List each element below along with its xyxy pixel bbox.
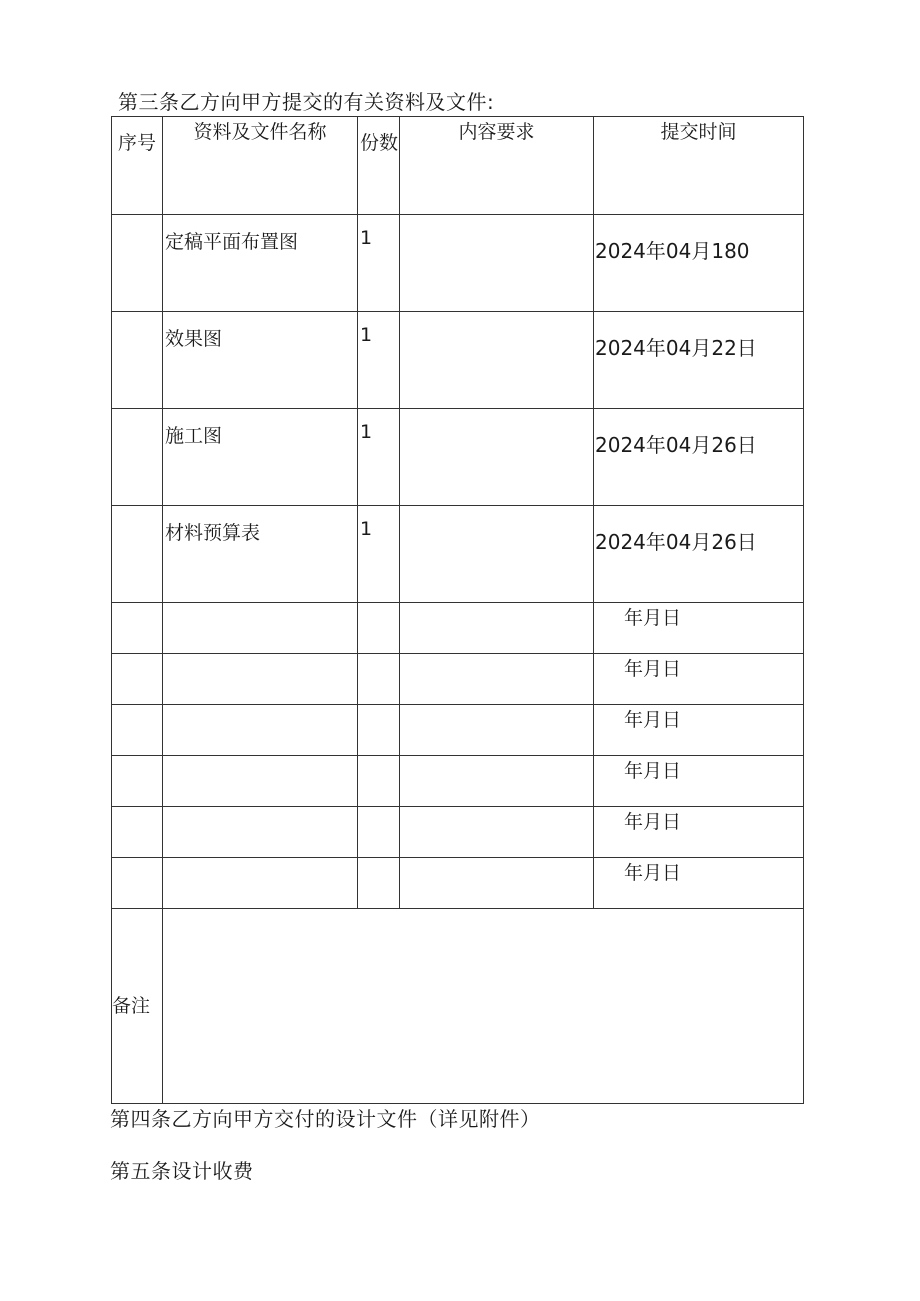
cell-requirements bbox=[400, 312, 594, 409]
table-row bbox=[112, 506, 804, 603]
cell-requirements bbox=[400, 807, 594, 858]
cell-seq bbox=[112, 756, 163, 807]
cell-seq bbox=[112, 409, 163, 506]
cell-copies bbox=[358, 603, 400, 654]
cell-requirements bbox=[400, 756, 594, 807]
cell-name: 定稿平面布置图 bbox=[163, 215, 358, 312]
cell-name bbox=[163, 705, 358, 756]
cell-name bbox=[163, 756, 358, 807]
cell-copies: 1 bbox=[358, 506, 400, 603]
table-row bbox=[112, 705, 804, 756]
header-copies: 份数 bbox=[358, 117, 400, 215]
cell-submit-time: 年月日 bbox=[594, 654, 804, 705]
cell-copies: 1 bbox=[358, 215, 400, 312]
table-row bbox=[112, 603, 804, 654]
cell-seq bbox=[112, 807, 163, 858]
remarks-row bbox=[112, 909, 804, 1104]
table-row bbox=[112, 807, 804, 858]
cell-copies: 1 bbox=[358, 312, 400, 409]
table-row bbox=[112, 409, 804, 506]
header-submit-time: 提交时间 bbox=[594, 117, 804, 215]
cell-seq bbox=[112, 858, 163, 909]
cell-requirements bbox=[400, 409, 594, 506]
cell-copies bbox=[358, 807, 400, 858]
cell-submit-time: 年月日 bbox=[594, 858, 804, 909]
cell-copies: 1 bbox=[358, 409, 400, 506]
cell-submit-time: 2024年04月26日 bbox=[594, 506, 804, 603]
header-seq: 序号 bbox=[112, 117, 163, 215]
cell-name: 施工图 bbox=[163, 409, 358, 506]
cell-copies bbox=[358, 654, 400, 705]
cell-name: 效果图 bbox=[163, 312, 358, 409]
cell-name bbox=[163, 603, 358, 654]
cell-name bbox=[163, 858, 358, 909]
article-4-heading: 第四条乙方向甲方交付的设计文件（详见附件） bbox=[110, 1107, 541, 1131]
table-row bbox=[112, 215, 804, 312]
cell-name bbox=[163, 654, 358, 705]
cell-submit-time: 2024年04月180 bbox=[594, 215, 804, 312]
cell-requirements bbox=[400, 215, 594, 312]
remarks-label: 备注 bbox=[112, 909, 163, 1104]
cell-submit-time: 年月日 bbox=[594, 705, 804, 756]
cell-submit-time: 2024年04月22日 bbox=[594, 312, 804, 409]
cell-submit-time: 2024年04月26日 bbox=[594, 409, 804, 506]
cell-name: 材料预算表 bbox=[163, 506, 358, 603]
cell-seq bbox=[112, 705, 163, 756]
table-row bbox=[112, 756, 804, 807]
table-row bbox=[112, 654, 804, 705]
cell-name bbox=[163, 807, 358, 858]
cell-requirements bbox=[400, 858, 594, 909]
cell-requirements bbox=[400, 506, 594, 603]
cell-seq bbox=[112, 215, 163, 312]
cell-requirements bbox=[400, 654, 594, 705]
submission-table bbox=[111, 116, 804, 1104]
cell-seq bbox=[112, 506, 163, 603]
cell-copies bbox=[358, 858, 400, 909]
remarks-content bbox=[163, 909, 804, 1104]
cell-submit-time: 年月日 bbox=[594, 603, 804, 654]
cell-submit-time: 年月日 bbox=[594, 807, 804, 858]
cell-seq bbox=[112, 312, 163, 409]
table-row bbox=[112, 858, 804, 909]
cell-copies bbox=[358, 756, 400, 807]
article-5-heading: 第五条设计收费 bbox=[110, 1159, 254, 1183]
cell-requirements bbox=[400, 705, 594, 756]
cell-seq bbox=[112, 654, 163, 705]
cell-copies bbox=[358, 705, 400, 756]
article-3-heading: 第三条乙方向甲方提交的有关资料及文件: bbox=[118, 90, 495, 114]
table-row bbox=[112, 312, 804, 409]
header-name: 资料及文件名称 bbox=[163, 117, 358, 215]
cell-seq bbox=[112, 603, 163, 654]
table-header-row bbox=[112, 117, 804, 215]
cell-requirements bbox=[400, 603, 594, 654]
cell-submit-time: 年月日 bbox=[594, 756, 804, 807]
header-requirements: 内容要求 bbox=[400, 117, 594, 215]
